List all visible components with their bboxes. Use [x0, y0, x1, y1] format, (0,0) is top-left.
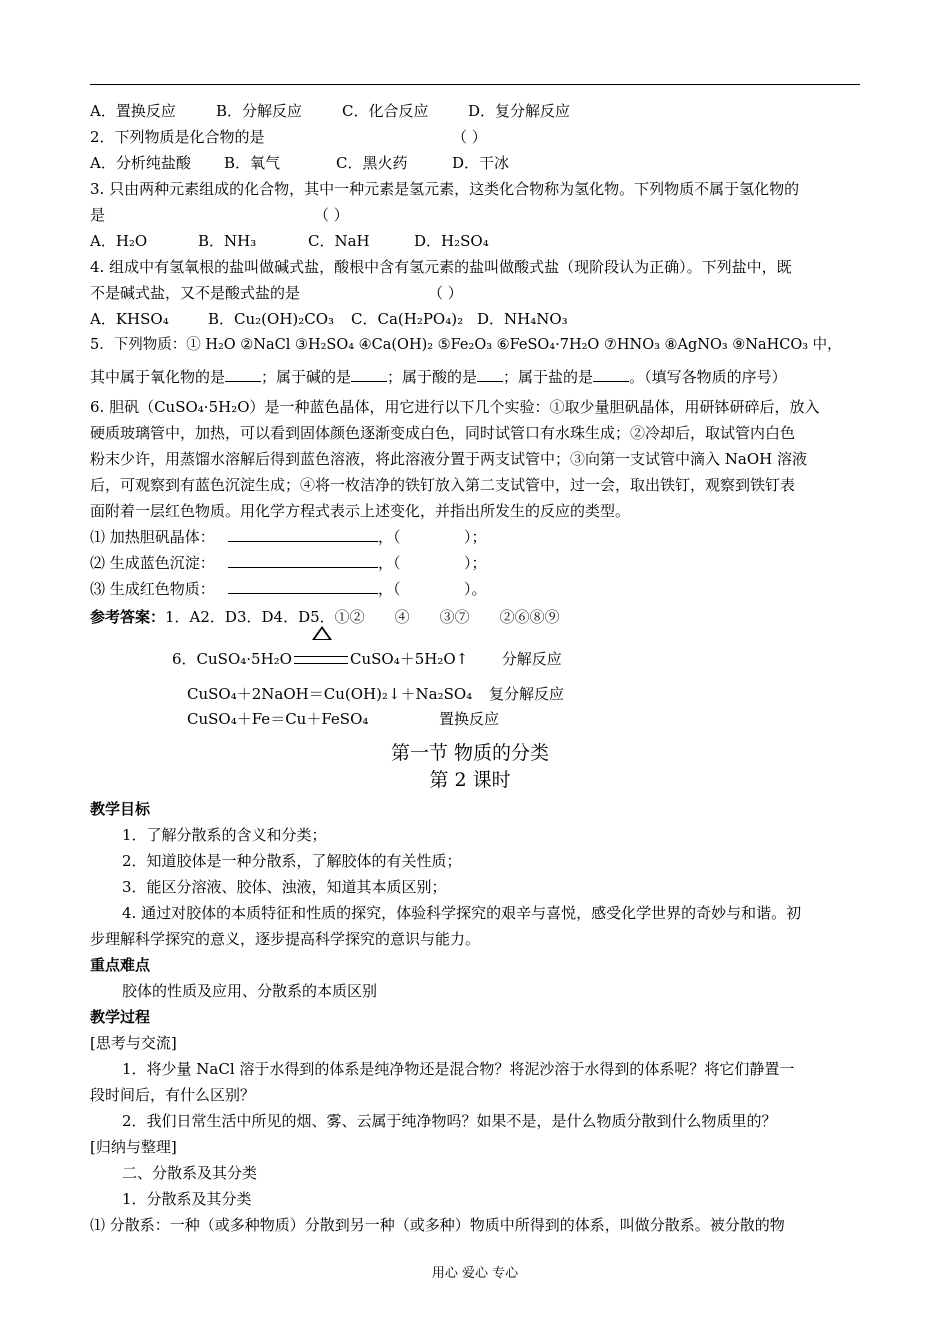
q6-sub-1: [90, 524, 862, 550]
answers-text: 1．A2．D3．D4．D5．①② ④ ③⑦ ②⑥⑧⑨: [165, 608, 560, 626]
q6-line: 硬质玻璃管中，加热，可以看到固体颜色逐渐变成白色，同时试管口有水珠生成；②冷却后，取试管内白色: [90, 424, 796, 442]
q6-sub-label: ⑵ 生成蓝色沉淀：: [90, 554, 215, 572]
q6-sub-blank-equation[interactable]: [228, 552, 378, 568]
q3-paren: （ ）: [314, 206, 349, 224]
q4-stem-text: 不是碱式盐，又不是酸式盐的是: [90, 284, 301, 302]
section-2-1-heading: 1．分散系及其分类: [122, 1190, 252, 1208]
q5-blank-salt[interactable]: [593, 366, 629, 382]
equation-2: [187, 683, 564, 705]
q3-options: [90, 228, 862, 254]
q6-sub-sep: ，（: [378, 528, 401, 546]
q3-stem-line2: [90, 202, 862, 228]
q6-line: 后，可观察到有蓝色沉淀生成；④将一枚洁净的铁钉放入第二支试管中，过一会，取出铁钉，观察到铁钉表: [90, 476, 796, 494]
q5-blank-base[interactable]: [351, 366, 387, 382]
q5-text-tail: 。（填写各物质的序号）: [629, 368, 787, 386]
q6-sub-end: ）；: [464, 554, 487, 572]
equation-3-text: CuSO₄＋Fe＝Cu＋FeSO₄: [187, 710, 369, 728]
q1-option-a: A．置换反应: [90, 102, 176, 120]
q1-options: [90, 98, 862, 124]
double-equal-sign: [294, 656, 348, 664]
q3-option-d: D．H₂SO₄: [414, 232, 489, 250]
q6-sub-label: ⑶ 生成红色物质：: [90, 580, 215, 598]
key-text: 胶体的性质及应用、分散系的本质区别: [122, 982, 378, 1000]
q5-text-base: ；属于碱的是: [261, 368, 352, 386]
q2-options: [90, 150, 862, 176]
q6-sub-3: [90, 576, 862, 602]
q3-option-c: C．NaH: [308, 232, 370, 250]
q4-option-a: A．KHSO₄: [90, 310, 169, 328]
q5-text-salt: ；属于盐的是: [503, 368, 594, 386]
q2-option-b: B．氧气: [224, 154, 281, 172]
q2-option-a: A．分析纯盐酸: [90, 154, 191, 172]
delta-icon: [312, 626, 332, 640]
process-q2: 2．我们日常生活中所见的烟、雾、云属于纯净物吗？如果不是，是什么物质分散到什么物质里的？: [122, 1112, 777, 1130]
goals-heading: 教学目标: [90, 800, 151, 818]
q5-text-oxide: 其中属于氧化物的是: [90, 368, 226, 386]
q6-sub-blank-equation[interactable]: [228, 526, 378, 542]
heating-condition: [292, 648, 350, 670]
q4-options: [90, 306, 862, 332]
document-body: [90, 98, 862, 1238]
q3-option-a: A．H₂O: [90, 232, 148, 250]
equation-2-type: 复分解反应: [489, 685, 565, 703]
section-title: 第一节 物质的分类: [390, 742, 550, 764]
q6-sub-end: ）；: [464, 528, 487, 546]
goal-item-4-line1: 4. 通过对胶体的本质特征和性质的探究，体验科学探究的艰辛与喜悦，感受化学世界的奇妙与和谐。初: [122, 904, 802, 922]
goal-item: 3．能区分溶液、胶体、浊液，知道其本质区别；: [122, 878, 447, 896]
q4-stem-line2: [90, 280, 862, 306]
q1-option-b: B．分解反应: [216, 102, 303, 120]
equation-2-text: CuSO₄＋2NaOH＝Cu(OH)₂↓＋Na₂SO₄: [187, 685, 473, 703]
section-2-heading: 二、分散系及其分类: [122, 1164, 258, 1182]
definition-line: ⑴ 分散系：一种（或多种物质）分散到另一种（或多种）物质中所得到的体系，叫做分散系。被分散的物: [90, 1216, 785, 1234]
q5-blank-acid[interactable]: [477, 366, 503, 382]
q5-line2: [90, 364, 862, 390]
q3-stem-line1: 3. 只由两种元素组成的化合物，其中一种元素是氢元素，这类化合物称为氢化物。下列物质不属于氢化物的: [90, 180, 800, 198]
answer-equations: [90, 630, 862, 728]
q2-option-d: D．干冰: [452, 154, 510, 172]
q6-line: 面附着一层红色物质。用化学方程式表示上述变化，并指出所发生的反应的类型。: [90, 502, 631, 520]
summary-label: [归纳与整理]: [90, 1138, 177, 1156]
process-heading: 教学过程: [90, 1008, 151, 1026]
q1-option-c: C．化合反应: [342, 102, 429, 120]
q4-option-c: C．Ca(H₂PO₄)₂: [351, 310, 464, 328]
goal-item-4-line2: 步理解科学探究的意义，逐步提高科学探究的意识与能力。: [90, 930, 481, 948]
think-label: [思考与交流]: [90, 1034, 177, 1052]
q6-sub-blank-equation[interactable]: [228, 578, 378, 594]
q2-stem: [90, 124, 862, 150]
q4-option-b: B．Cu₂(OH)₂CO₃: [208, 310, 335, 328]
goal-item: 2．知道胶体是一种分散系，了解胶体的有关性质；: [122, 852, 462, 870]
q6-stem: [90, 394, 862, 524]
key-heading: 重点难点: [90, 956, 151, 974]
answers-line: [90, 604, 862, 630]
q2-stem-text: 2．下列物质是化合物的是: [90, 128, 265, 146]
equation-1-right: CuSO₄＋5H₂O↑: [349, 650, 469, 668]
answers-label: 参考答案：: [90, 608, 166, 626]
process-q1-line2: 段时间后，有什么区别？: [90, 1086, 256, 1104]
q4-stem-line1: 4. 组成中有氢氧根的盐叫做碱式盐，酸根中含有氢元素的盐叫做酸式盐（现阶段认为正确）。下列盐中，既: [90, 258, 792, 276]
q6-sub-label: ⑴ 加热胆矾晶体：: [90, 528, 215, 546]
equation-1: [172, 648, 562, 670]
q5-text-acid: ；属于酸的是: [387, 368, 478, 386]
goal-item: 1．了解分散系的含义和分类；: [122, 826, 327, 844]
q6-sub-sep: ，（: [378, 580, 401, 598]
process-q1-line1: 1．将少量 NaCl 溶于水得到的体系是纯净物还是混合物？将泥沙溶于水得到的体系呢？将它们静置一: [122, 1060, 795, 1078]
q2-option-c: C．黑火药: [336, 154, 408, 172]
q6-sub-sep: ，（: [378, 554, 401, 572]
q2-paren: （ ）: [452, 128, 487, 146]
equation-3: [187, 708, 499, 730]
q6-line: 粉末少许，用蒸馏水溶解后得到蓝色溶液，将此溶液分置于两支试管中；③向第一支试管中滴入 NaOH 溶液: [90, 450, 807, 468]
q3-stem-text: 是: [90, 206, 106, 224]
section-subtitle: 第 2 课时: [429, 769, 511, 791]
header-rule: [90, 84, 860, 85]
q5-blank-oxide[interactable]: [225, 366, 261, 382]
q6-sub-2: [90, 550, 862, 576]
equation-3-type: 置换反应: [439, 710, 500, 728]
q3-option-b: B．NH₃: [198, 232, 257, 250]
equation-1-left: 6．CuSO₄·5H₂O: [172, 650, 292, 668]
q1-option-d: D．复分解反应: [468, 102, 571, 120]
q6-line: 6. 胆矾（CuSO₄·5H₂O）是一种蓝色晶体，用它进行以下几个实验：①取少量胆矾晶体，用研钵研碎后，放入: [90, 398, 820, 416]
q4-paren: （ ）: [428, 284, 463, 302]
equation-1-type: 分解反应: [501, 650, 562, 668]
q6-sub-end: ）。: [464, 580, 487, 598]
page-footer: 用心 爱心 专心: [431, 1266, 519, 1281]
q4-option-d: D．NH₄NO₃: [477, 310, 568, 328]
q5-line1: 5．下列物质：① H₂O ②NaCl ③H₂SO₄ ④Ca(OH)₂ ⑤Fe₂O₃ ⑥FeSO₄·7H₂O ⑦HNO₃ ⑧AgNO₃ ⑨NaHCO₃ 中，: [90, 337, 842, 353]
